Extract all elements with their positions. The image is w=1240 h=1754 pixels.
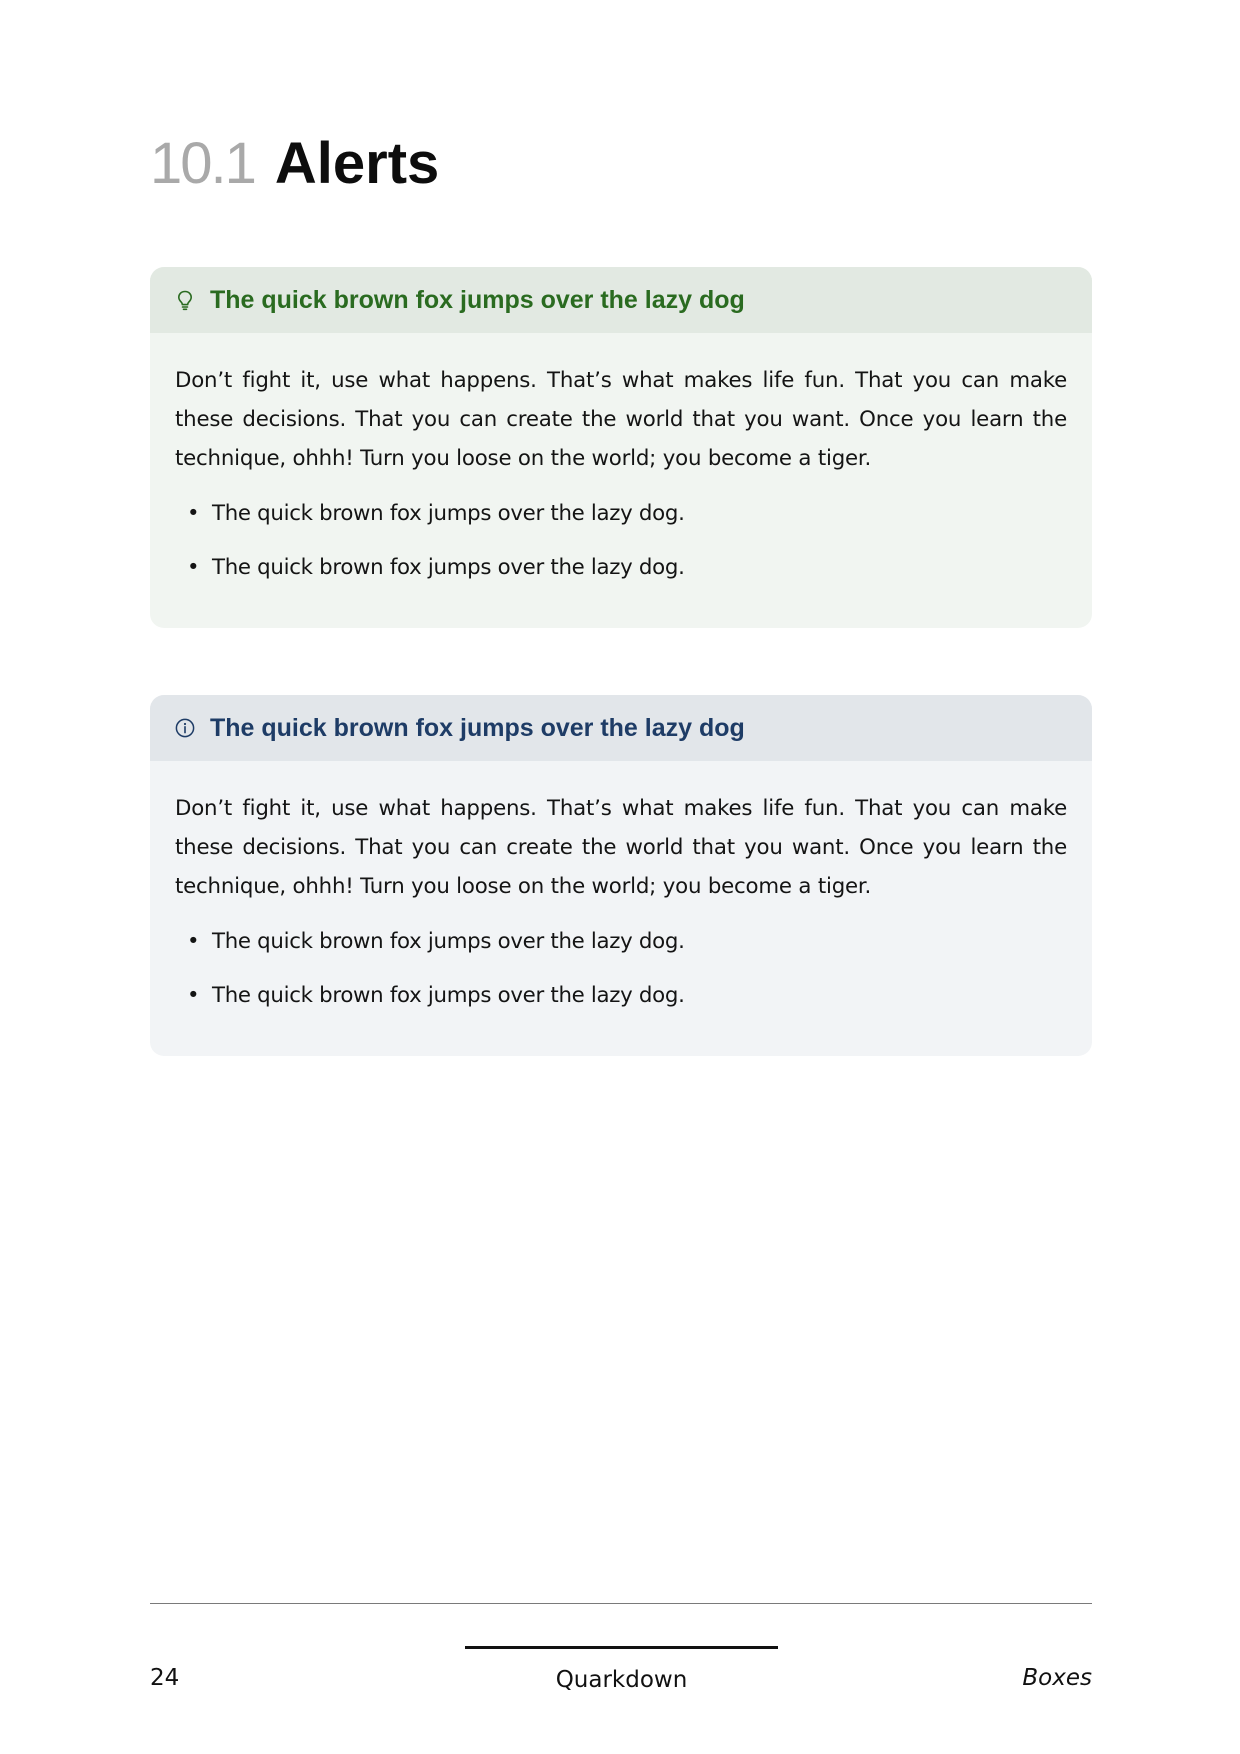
tip-alert-header	[150, 267, 1092, 333]
tip-alert-paragraph: Don’t fight it, use what happens. That’s what makes life fun. That you can make these decisions. That you can create the world that you want. Once you learn the technique, ohhh! Turn you loose on the world; you become a tiger.	[175, 368, 1067, 471]
list-item-text: The quick brown fox jumps over the lazy dog.	[212, 929, 685, 954]
bullet-icon: •	[187, 983, 200, 1008]
list-item	[175, 548, 1067, 587]
lightbulb-icon	[174, 289, 196, 311]
note-alert-paragraph: Don’t fight it, use what happens. That’s what makes life fun. That you can make these decisions. That you can create the world that you want. Once you learn the technique, ohhh! Turn you loose on the world; you become a tiger.	[175, 796, 1067, 899]
section-title: Alerts	[274, 131, 440, 196]
chapter-name: Boxes	[1022, 1665, 1092, 1691]
bullet-icon: •	[187, 501, 200, 526]
info-icon	[174, 717, 196, 739]
note-alert-list	[175, 922, 1067, 1015]
tip-alert	[150, 267, 1092, 628]
note-alert-header	[150, 695, 1092, 761]
bullet-icon: •	[187, 555, 200, 580]
note-alert-body	[150, 761, 1092, 1015]
footer-divider	[150, 1603, 1092, 1604]
list-item-text: The quick brown fox jumps over the lazy dog.	[212, 555, 685, 580]
list-item	[175, 922, 1067, 961]
list-item	[175, 976, 1067, 1015]
section-number: 10.1	[150, 131, 255, 196]
list-item-text: The quick brown fox jumps over the lazy dog.	[212, 983, 685, 1008]
note-alert-title: The quick brown fox jumps over the lazy dog	[210, 713, 745, 742]
page-number: 24	[150, 1665, 180, 1691]
list-item	[175, 494, 1067, 533]
tip-alert-list	[175, 494, 1067, 587]
document-title: Quarkdown	[555, 1667, 688, 1693]
tip-alert-body	[150, 333, 1092, 587]
bullet-icon: •	[187, 929, 200, 954]
note-alert	[150, 695, 1092, 1056]
list-item-text: The quick brown fox jumps over the lazy dog.	[212, 501, 685, 526]
tip-alert-title: The quick brown fox jumps over the lazy dog	[210, 285, 745, 314]
section-heading	[150, 131, 440, 196]
footer-title-rule	[465, 1646, 778, 1649]
